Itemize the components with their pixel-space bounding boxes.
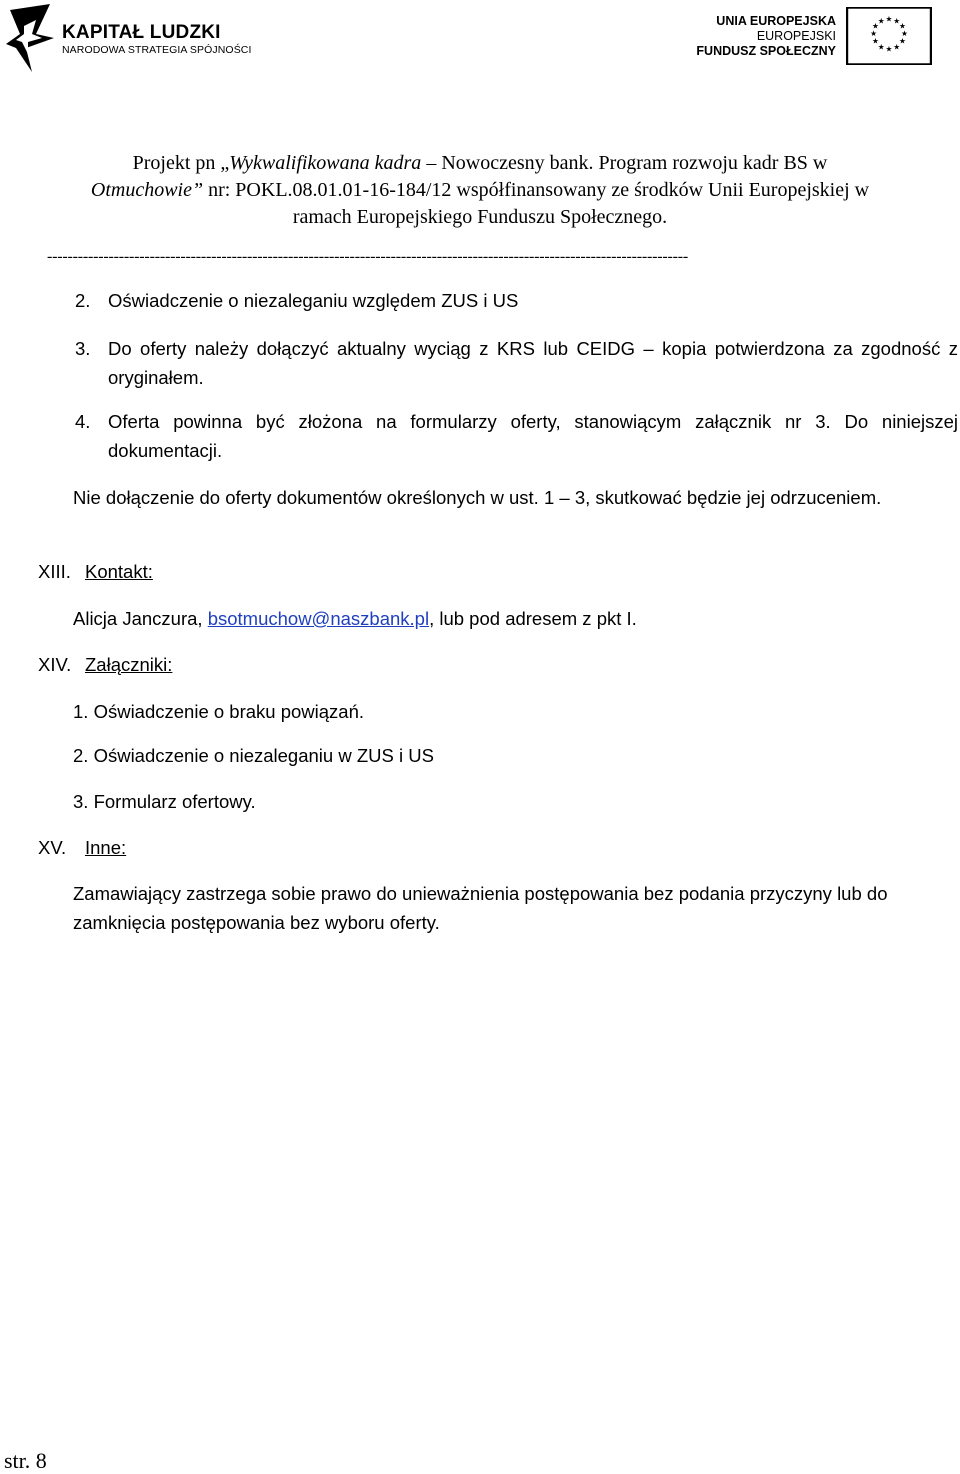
item-2-text: Oświadczenie o niezaleganiu względem ZUS i US <box>108 290 519 311</box>
attachment-3: 3. Formularz ofertowy. <box>73 791 256 812</box>
other-text: Zamawiający zastrzega sobie prawo do unieważnienia postępowania bez podania przyczyny lub do zamknięcia postępowania bez wyboru oferty. <box>73 883 888 933</box>
item-3-number: 3. <box>75 338 91 359</box>
svg-text:★: ★ <box>877 42 885 52</box>
section-xv-title: Inne: <box>85 837 127 858</box>
svg-text:★: ★ <box>893 42 901 52</box>
contact-email-link[interactable]: bsotmuchow@naszbank.pl <box>207 608 430 629</box>
page-number: str. 8 <box>4 1448 47 1473</box>
dashed-separator: ----------------------------------------------------------------------------------------------------------------------------- <box>47 248 689 265</box>
kapital-ludzki-star-logo-icon <box>6 4 56 74</box>
project-line3: ramach Europejskiego Funduszu Społecznego. <box>292 206 668 228</box>
svg-text:★: ★ <box>899 21 906 31</box>
item-4-number: 4. <box>75 411 91 432</box>
contact-rest: , lub pod adresem z pkt I. <box>429 608 637 629</box>
eu-logo <box>696 6 932 66</box>
svg-text:★: ★ <box>899 36 906 46</box>
section-xiv-number: XIV. <box>38 654 72 675</box>
eu-line1: UNIA EUROPEJSKA <box>716 13 836 28</box>
svg-text:★: ★ <box>893 16 901 26</box>
eu-line3: FUNDUSZ SPOŁECZNY <box>696 43 836 58</box>
svg-text:★: ★ <box>885 44 893 54</box>
svg-text:★: ★ <box>877 16 885 26</box>
project-header <box>20 150 940 231</box>
item-4-text: Oferta powinna być złożona na formularzy oferty, stanowiącym załącznik nr 3. Do niniejszej dokumentacji. <box>108 411 958 461</box>
contact-name: Alicja Janczura, <box>73 608 208 629</box>
attachment-2: 2. Oświadczenie o niezaleganiu w ZUS i US <box>73 745 434 766</box>
eu-flag-stars-icon <box>846 7 932 65</box>
section-xiv-title: Załączniki: <box>85 654 173 675</box>
svg-text:★: ★ <box>872 36 879 46</box>
logo-title: KAPITAŁ LUDZKI <box>62 21 221 43</box>
svg-text:★: ★ <box>885 14 893 24</box>
item-3-text: Do oferty należy dołączyć aktualny wyciąg z KRS lub CEIDG – kopia potwierdzona za zgodność z oryginałem. <box>108 338 958 388</box>
project-line2: Otmuchowie” nr: POKL.08.01.01-16-184/12 współfinansowany ze środków Unii Europejskiej w <box>90 179 870 201</box>
section-xiii-title: Kontakt: <box>85 561 153 582</box>
contact-line <box>73 604 958 633</box>
svg-text:★: ★ <box>870 29 878 38</box>
section-xiii-number: XIII. <box>38 561 71 582</box>
eu-line2: EUROPEJSKI <box>756 28 836 43</box>
kapital-ludzki-logo <box>6 4 252 74</box>
svg-text:★: ★ <box>872 21 879 31</box>
svg-text:★: ★ <box>900 29 908 38</box>
logo-subtitle: NARODOWA STRATEGIA SPÓJNOŚCI <box>62 43 252 56</box>
item-2-number: 2. <box>75 290 91 311</box>
attachment-1: 1. Oświadczenie o braku powiązań. <box>73 701 365 722</box>
missing-documents-note: Nie dołączenie do oferty dokumentów określonych w ust. 1 – 3, skutkować będzie jej odrzuceniem. <box>73 487 882 508</box>
project-line1: Projekt pn „Wykwalifikowana kadra – Nowoczesny bank. Program rozwoju kadr BS w <box>132 152 828 174</box>
section-xv-number: XV. <box>38 837 67 858</box>
